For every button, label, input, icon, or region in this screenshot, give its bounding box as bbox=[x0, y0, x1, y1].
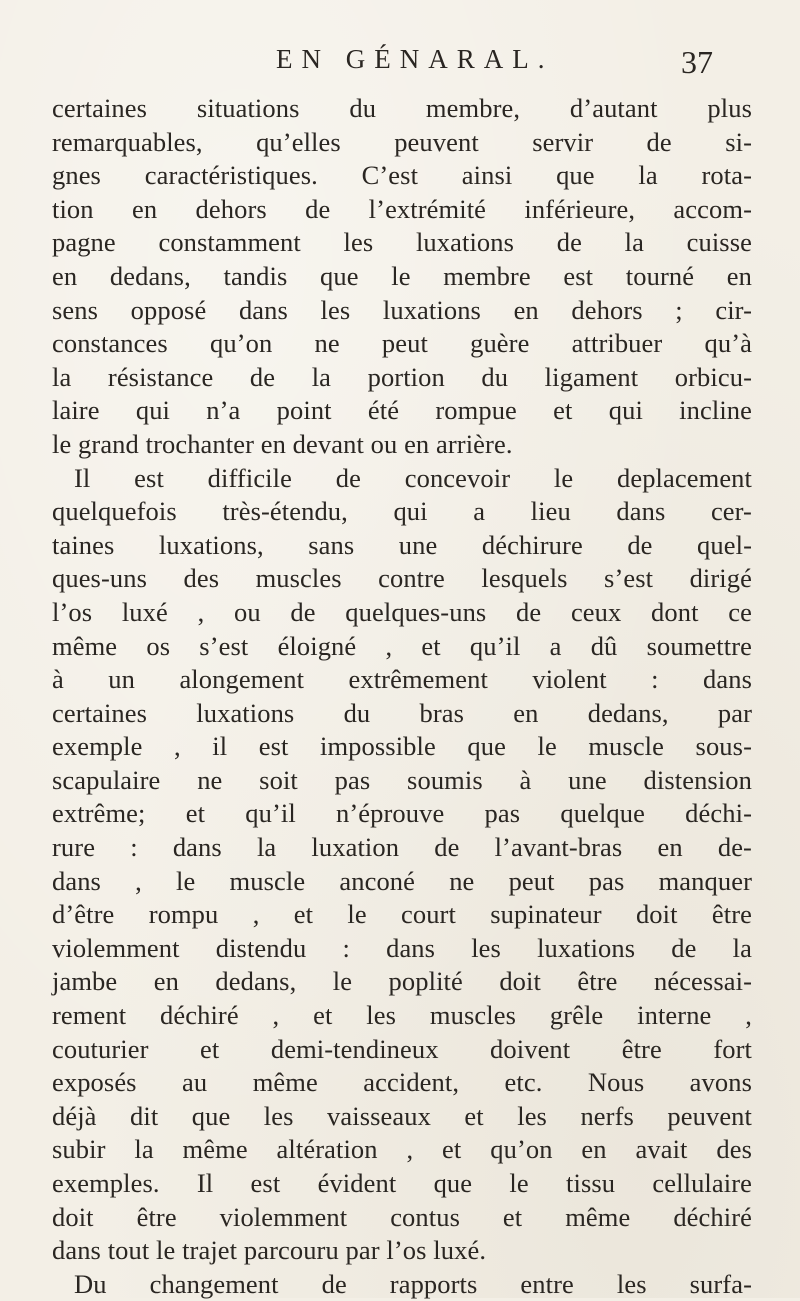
text-line: rure : dans la luxation de l’avant-bras en de- bbox=[52, 832, 752, 863]
text-line: gnes caractéristiques. C’est ainsi que la rota- bbox=[52, 160, 752, 191]
text-line: même os s’est éloigné , et qu’il a dû soumettre bbox=[52, 630, 752, 661]
text-line: en dedans, tandis que le membre est tourné en bbox=[52, 260, 752, 291]
text-line: doit être violemment contus et même déchiré bbox=[52, 1201, 752, 1232]
text-line: dans , le muscle anconé ne peut pas manquer bbox=[52, 865, 752, 896]
page-header bbox=[0, 44, 800, 84]
text-line: exposés au même accident, etc. Nous avons bbox=[52, 1067, 752, 1098]
running-head: EN GÉNARAL. bbox=[276, 44, 554, 74]
text-line: dans tout le trajet parcouru par l’os luxé. bbox=[52, 1235, 487, 1266]
text-line: laire qui n’a point été rompue et qui incline bbox=[52, 395, 752, 426]
text-line: pagne constamment les luxations de la cuisse bbox=[52, 227, 752, 258]
text-line: l’os luxé , ou de quelques-uns de ceux dont ce bbox=[52, 596, 752, 627]
text-line: sens opposé dans les luxations en dehors ; cir- bbox=[52, 294, 752, 325]
text-line: couturier et demi-tendineux doivent être fort bbox=[52, 1033, 752, 1064]
text-line: certaines situations du membre, d’autant plus bbox=[52, 93, 752, 123]
text-line: extrême; et qu’il n’éprouve pas quelque déchi- bbox=[52, 798, 752, 829]
text-line: remarquables, qu’elles peuvent servir de si- bbox=[52, 126, 752, 157]
text-line: le grand trochanter en devant ou en arrière. bbox=[52, 428, 513, 459]
text-line: quelquefois très-étendu, qui a lieu dans cer- bbox=[52, 496, 752, 527]
text-line: tion en dehors de l’extrémité inférieure, accom- bbox=[52, 193, 752, 224]
page-number: 37 bbox=[681, 44, 713, 80]
text-line: Du changement de rapports entre les surfa- bbox=[74, 1268, 752, 1299]
text-line: certaines luxations du bras en dedans, par bbox=[52, 697, 752, 728]
text-line: la résistance de la portion du ligament orbicu- bbox=[52, 361, 752, 392]
text-line: rement déchiré , et les muscles grêle interne , bbox=[52, 1000, 752, 1031]
text-line: subir la même altération , et qu’on en avait des bbox=[52, 1134, 752, 1165]
text-line: exemple , il est impossible que le muscle sous- bbox=[52, 731, 752, 762]
text-line: exemples. Il est évident que le tissu cellulaire bbox=[52, 1168, 752, 1198]
text-line: constances qu’on ne peut guère attribuer qu’à bbox=[52, 328, 752, 359]
text-line: d’être rompu , et le court supinateur doit être bbox=[52, 899, 752, 930]
text-line: Il est difficile de concevoir le deplacement bbox=[74, 462, 752, 493]
text-line: scapulaire ne soit pas soumis à une distension bbox=[52, 764, 752, 795]
text-line: à un alongement extrêmement violent : dans bbox=[52, 664, 752, 695]
text-line: violemment distendu : dans les luxations de la bbox=[52, 932, 752, 963]
text-line: taines luxations, sans une déchirure de quel- bbox=[52, 529, 752, 560]
text-line: jambe en dedans, le poplité doit être nécessai- bbox=[52, 966, 752, 997]
text-line: ques-uns des muscles contre lesquels s’est dirigé bbox=[52, 563, 752, 594]
text-line: déjà dit que les vaisseaux et les nerfs peuvent bbox=[52, 1100, 752, 1131]
body-text bbox=[52, 92, 752, 1301]
